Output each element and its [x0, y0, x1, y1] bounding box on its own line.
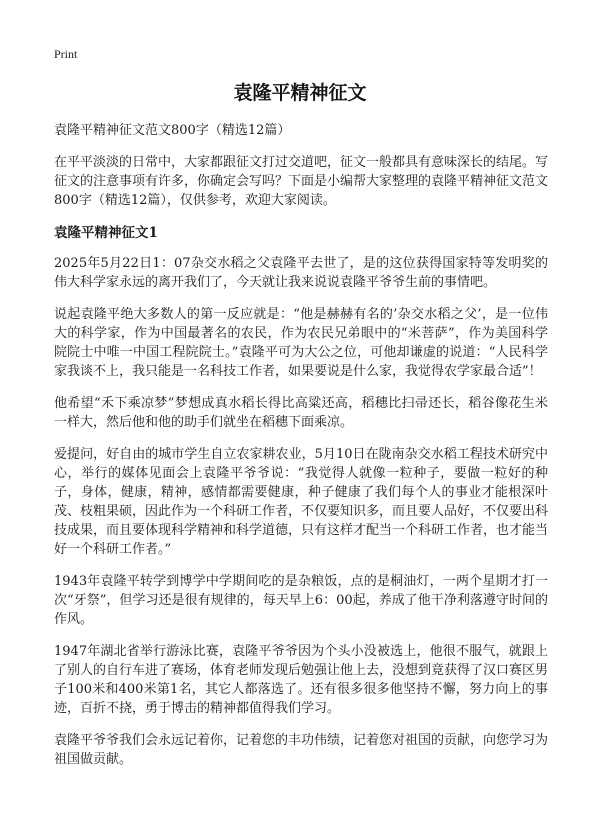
paragraph-2: 说起袁隆平绝大多数人的第一反应就是：“他是赫赫有名的’杂交水稻之父’，是一位伟大的科学家，作为中国最著名的农民，作为农民兄弟眼中的“米菩萨”，作为美国科学院院士中唯一中国工程院院士。”袁隆平可为大公之位，可他却谦虚的说道：“人民科学家我谈不上，我只能是一名科技工作者，如果要说是什么家，我觉得农学家最合适”！ — [54, 307, 548, 379]
section-heading: 袁隆平精神征文1 — [54, 225, 158, 241]
intro-paragraph: 在平平淡淡的日常中，大家都跟征文打过交道吧，征文一般都具有意味深长的结尾。写征文的注意事项有许多，你确定会写吗？下面是小编帮大家整理的袁隆平精神征文范文800字（精选12篇），仅供参考，欢迎大家阅读。 — [54, 155, 549, 208]
paragraph-4: 爱提问，好自由的城市学生自立农家耕农业，5月10日在陇南杂交水稻工程技术研究中心，举行的媒体见面会上袁隆平爷爷说：“我觉得人就像一粒种子，要做一粒好的种子，身体，健康，精神，感情都需要健康，种子健康了我们每个人的事业才能根深叶茂、枝粗果硕，因此作为一个科研工作者，不仅要知识多，而且要人品好，不仅要出科技成果，而且要体现科学精神和科学道德，只有这样才配当一个科研工作者，也才能当好一个科研工作者。” — [54, 447, 549, 557]
article-subtitle: 袁隆平精神征文范文800字（精选12篇） — [54, 123, 291, 138]
page-title: 袁隆平精神征文 — [233, 82, 367, 104]
paragraph-6: 1947年湖北省举行游泳比赛，袁隆平爷爷因为个头小没被选上，他很不服气，就跟上了别人的自行车进了赛场，体育老师发现后勉强让他上去，没想到竟获得了汉口赛区男子100米和400米第1名，其它人都落选了。还有很多很多他坚持不懈，努力向上的事迹，百折不挠，勇于博击的精神都值得我们学习。 — [54, 644, 549, 716]
paragraph-3: 他希望“禾下乘凉梦”梦想成真水稻长得比高粱还高，稻穗比扫帚还长，稻谷像花生米一样大，然后他和他的助手们就坐在稻穗下面乘凉。 — [54, 396, 548, 430]
print-link[interactable]: Print — [54, 47, 78, 61]
paragraph-1: 2025年5月22日1：07杂交水稻之父袁隆平去世了，是的这位获得国家特等发明奖的伟大科学家永远的离开我们了，今天就让我来说说袁隆平爷爷生前的事情吧。 — [54, 256, 548, 290]
article-body — [54, 121, 548, 782]
paragraph-5: 1943年袁隆平转学到博学中学期间吃的是杂粮饭，点的是桐油灯，一两个星期才打一次“牙祭”，但学习还是很有规律的，每天早上6：00起，养成了他干净利落遵守时间的作风。 — [54, 574, 548, 627]
paragraph-7: 袁隆平爷爷我们会永远记着你，记着您的丰功伟绩，记着您对祖国的贡献，向您学习为祖国做贡献。 — [54, 733, 549, 767]
